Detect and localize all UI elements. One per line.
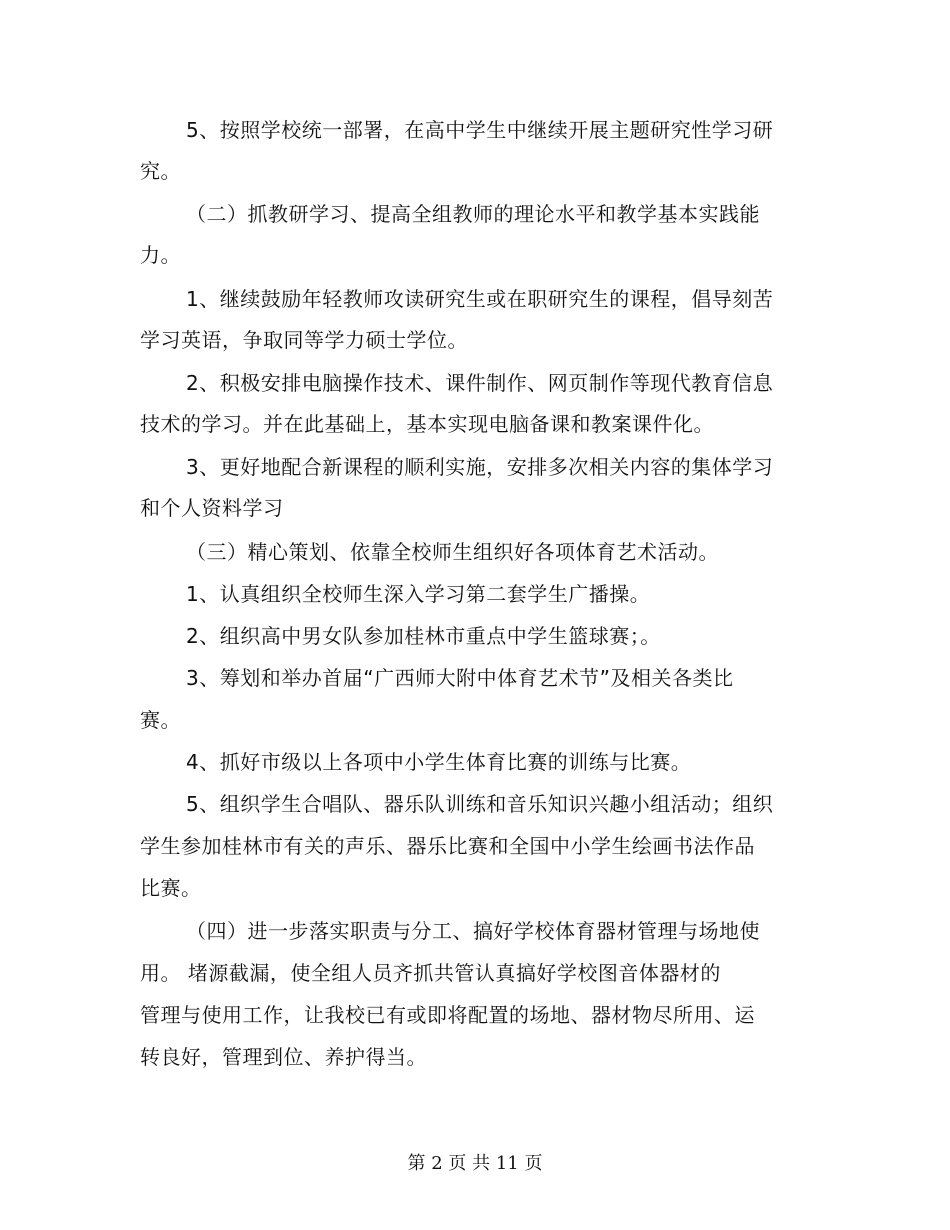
paragraph-3-line-1: 1、继续鼓励年轻教师攻读研究生或在职研究生的课程，倡导刻苦 xyxy=(186,287,774,311)
section-heading-4: （四）进一步落实职责与分工、搞好学校体育器材管理与场地使 xyxy=(186,919,760,943)
paragraph-8-line-1: 2、组织高中男女队参加桂林市重点中学生篮球赛；。 xyxy=(186,624,661,648)
paragraph-11-line-3: 比赛。 xyxy=(140,876,202,900)
paragraph-5-line-2: 和个人资料学习 xyxy=(140,496,284,520)
paragraph-1-line-1: 5、按照学校统一部署，在高中学生中继续开展主题研究性学习研 xyxy=(186,118,774,142)
paragraph-5-line-1: 3、更好地配合新课程的顺利实施，安排多次相关内容的集体学习 xyxy=(186,455,774,479)
paragraph-7-line-1: 1、认真组织全校师生深入学习第二套学生广播操。 xyxy=(186,582,651,606)
paragraph-3-line-2: 学习英语，争取同等学力硕士学位。 xyxy=(140,328,468,352)
section-heading-2: （二）抓教研学习、提高全组教师的理论水平和教学基本实践能 xyxy=(186,202,760,226)
paragraph-10-line-1: 4、抓好市级以上各项中小学生体育比赛的训练与比赛。 xyxy=(186,750,692,774)
paragraph-4-line-2: 技术的学习。并在此基础上，基本实现电脑备课和教案课件化。 xyxy=(140,412,714,436)
section-heading-3: （三）精心策划、依靠全校师生组织好各项体育艺术活动。 xyxy=(186,540,719,564)
page-number-footer: 第 2 页 共 11 页 xyxy=(407,1153,543,1174)
paragraph-9-line-2: 赛。 xyxy=(140,708,181,732)
section-4-line-3: 管理与使用工作，让我校已有或即将配置的场地、器材物尽所用、运 xyxy=(140,1003,755,1027)
section-4-line-2: 用。 堵源截漏，使全组人员齐抓共管认真搞好学校图音体器材的 xyxy=(140,961,721,985)
section-4-line-4: 转良好，管理到位、养护得当。 xyxy=(140,1045,427,1069)
paragraph-11-line-2: 学生参加桂林市有关的声乐、器乐比赛和全国中小学生绘画书法作品 xyxy=(140,834,755,858)
section-heading-2-line-2: 力。 xyxy=(140,243,181,267)
paragraph-11-line-1: 5、组织学生合唱队、器乐队训练和音乐知识兴趣小组活动；组织 xyxy=(186,792,774,816)
paragraph-4-line-1: 2、积极安排电脑操作技术、课件制作、网页制作等现代教育信息 xyxy=(186,371,774,395)
paragraph-9-line-1: 3、筹划和举办首届“广西师大附中体育艺术节”及相关各类比 xyxy=(186,666,734,690)
paragraph-1-line-2: 究。 xyxy=(140,159,181,183)
